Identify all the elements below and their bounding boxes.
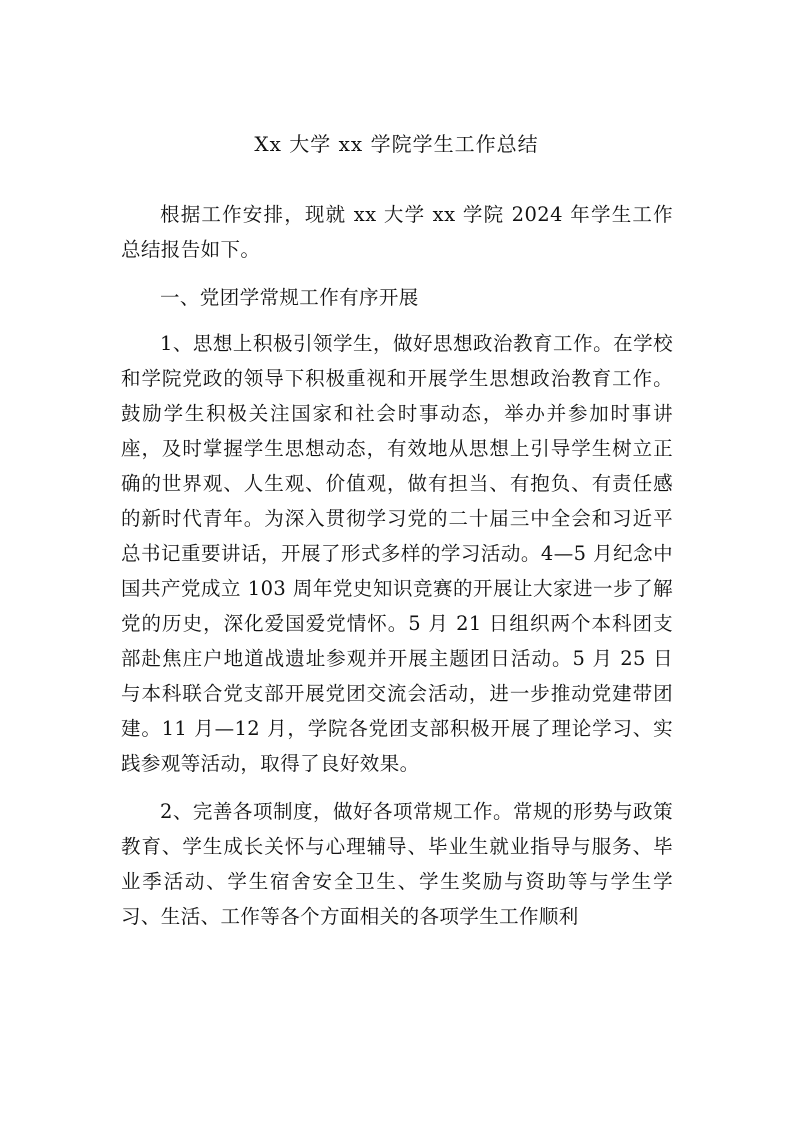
document-title: Xx 大学 xx 学院学生工作总结	[254, 132, 539, 156]
intro-paragraph: 根据工作安排，现就 xx 大学 xx 学院 2024 年学生工作总结报告如下。	[121, 203, 673, 261]
body-paragraph-1: 1、思想上积极引领学生，做好思想政治教育工作。在学校和学院党政的领导下积极重视和开展学生思想政治教育工作。鼓励学生积极关注国家和社会时事动态，举办并参加时事讲座，及时掌握学生思想动态，有效地从思想上引导学生树立正确的世界观、人生观、价值观，做有担当、有抱负、有责任感的新时代青年。为深入贯彻学习党的二十届三中全会和习近平总书记重要讲话，开展了形式多样的学习活动。4—5 月纪念中国共产党成立 103 周年党史知识竞赛的开展让大家进一步了解党的历史，深化爱国爱党情怀。5 月 21 日组织两个本科团支部赴焦庄户地道战遗址参观并开展主题团日活动。5 月 25 日与本科联合党支部开展党团交流会活动，进一步推动党建带团建。11 月—12 月，学院各党团支部积极开展了理论学习、实践参观等活动，取得了良好效果。	[121, 332, 673, 775]
section-heading: 一、党团学常规工作有序开展	[160, 286, 419, 309]
body-paragraph-2: 2、完善各项制度，做好各项常规工作。常规的形势与政策教育、学生成长关怀与心理辅导、毕业生就业指导与服务、毕业季活动、学生宿舍安全卫生、学生奖励与资助等与学生学习、生活、工作等各个方面相关的各项学生工作顺利	[121, 800, 673, 928]
document-body	[121, 197, 673, 947]
